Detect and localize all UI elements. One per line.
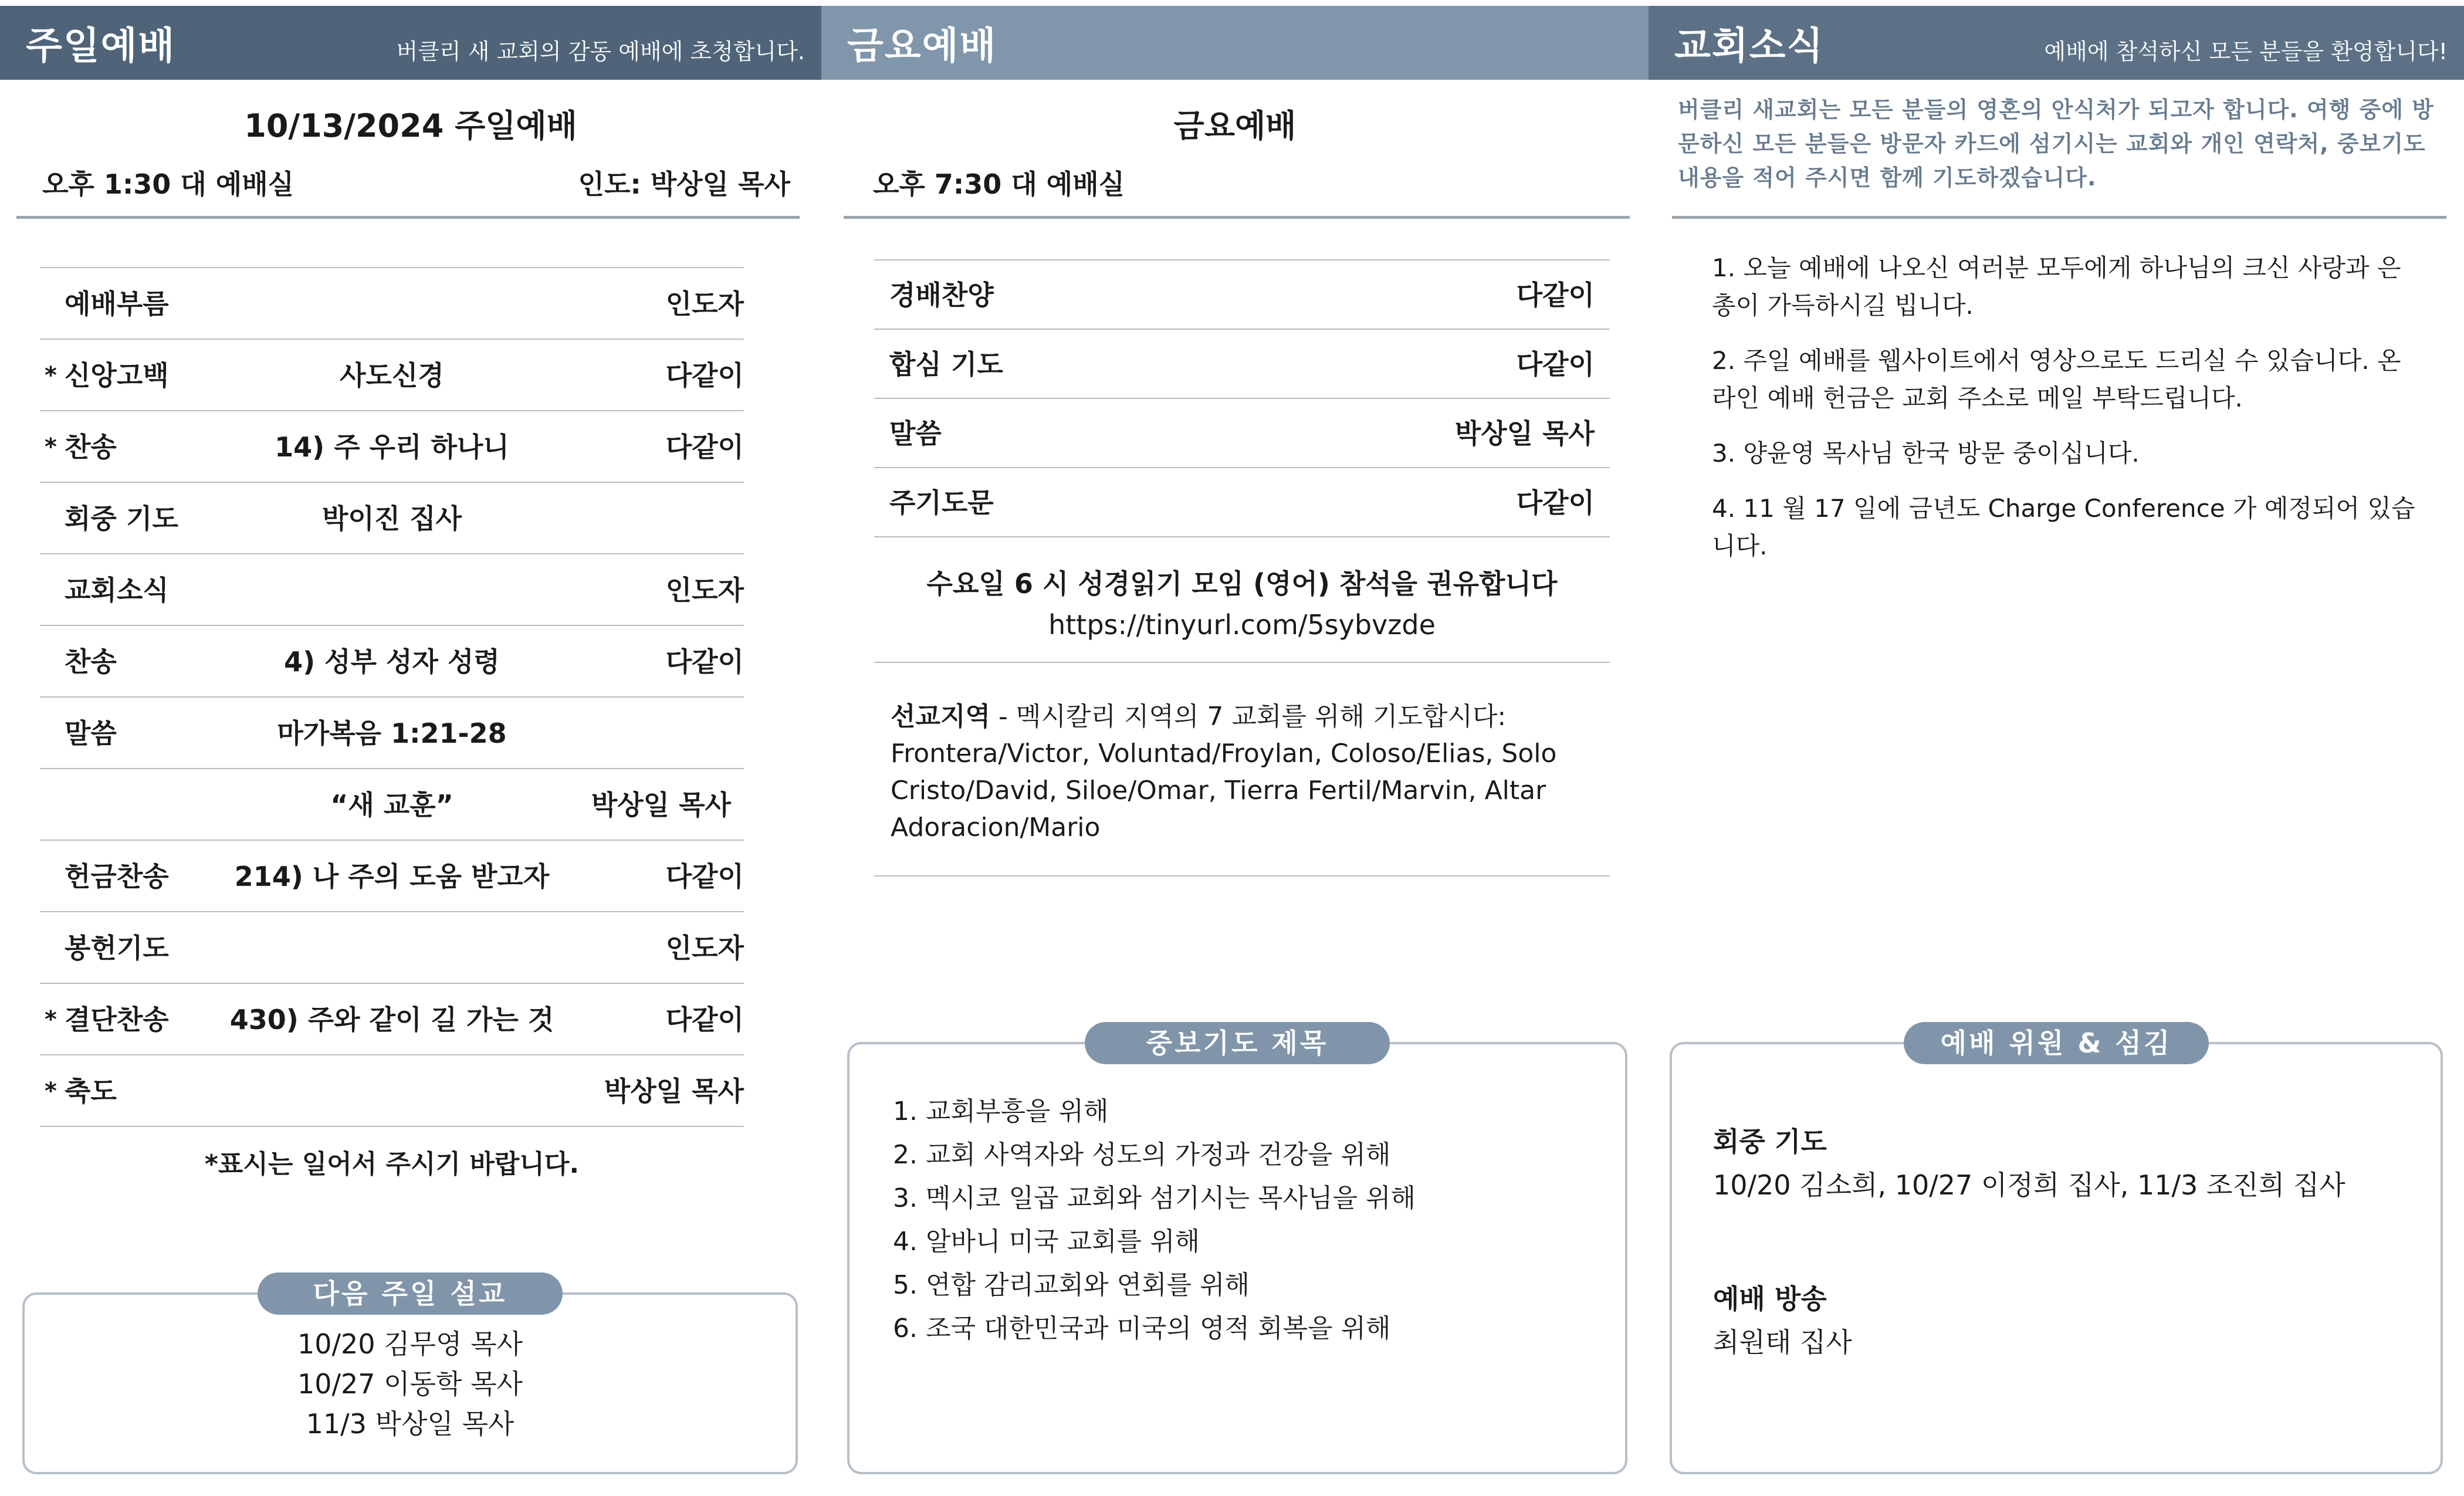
news-divider [1672,216,2446,219]
order-item-detail: 14) 주 우리 하나니 [275,431,509,463]
next-sermon-item: 10/20 김무영 목사 [297,1328,523,1360]
standing-mark: * [45,1006,57,1033]
order-item-detail: 214) 나 주의 도움 받고자 [234,861,550,892]
order-item-label: 봉헌기도 [65,932,169,964]
welcome-message: 버클리 새교회는 모든 분들의 영혼의 안식처가 되고자 합니다. 여행 중에 방문하신 모든 분들은 방문자 카드에 섬기시는 교회와 개인 연락처, 중보기도 내용을 적어 주시면 함께 기도하겠습니다. [1678,97,2434,191]
friday-item-leader: 다같이 [1516,279,1595,311]
order-item-label: 찬송 [65,431,117,463]
order-item-leader: 인도자 [665,932,744,964]
bible-study-link[interactable]: https://tinyurl.com/5sybvzde [1048,609,1436,641]
order-item-detail: “새 교훈” [330,789,453,821]
news-header-subtitle: 예배에 참석하신 모든 분들을 환영합니다! [2044,38,2448,65]
sunday-panel [0,0,821,1496]
friday-time-place [873,163,1125,202]
prayer-item: 1. 교회부흥을 위해 [893,1096,1109,1126]
order-item-leader: 다같이 [665,646,744,678]
roles-box [1670,1027,2443,1474]
prayer-item: 5. 연합 감리교회와 연회를 위해 [893,1270,1250,1300]
order-row [40,912,744,984]
order-item-leader: 인도자 [665,574,744,606]
order-item-detail: 4) 성부 성자 성령 [284,646,500,678]
friday-item-label: 경배찬양 [889,279,994,311]
order-row [40,841,744,912]
friday-item-label: 말씀 [889,418,942,449]
order-item-label: 결단찬송 [65,1004,169,1035]
role-group [1713,1121,2345,1203]
sunday-order-of-worship [40,267,744,1127]
friday-order-row [874,468,1610,537]
sunday-leader: 인도: 박상일 목사 [578,168,790,200]
order-item-label: 축도 [65,1075,117,1107]
order-item-detail: 430) 주와 같이 길 가는 것 [229,1004,554,1035]
roles-list [1713,1121,2345,1360]
news-list [1712,249,2416,583]
next-sermons-title: 다음 주일 설교 [258,1272,563,1315]
mission-divider [874,875,1610,876]
order-row [40,411,744,483]
role-value: 최원태 집사 [1713,1326,1852,1358]
prayer-item: 3. 멕시코 일곱 교회와 섬기시는 목사님을 위해 [893,1183,1416,1213]
role-group [1713,1278,2345,1360]
sunday-service-meta [42,163,790,202]
standing-note: *표시는 일어서 주시기 바랍니다. [204,1149,580,1179]
friday-header [821,6,1649,80]
news-header [1649,6,2464,80]
friday-item-leader: 다같이 [1516,487,1595,519]
mission-label: 선교지역 [891,702,991,732]
friday-order-of-worship [874,259,1610,537]
news-item: 2. 주일 예배를 웹사이트에서 영상으로도 드리실 수 있습니다. 온라인 예배 헌금은 교회 주소로 메일 부탁드립니다. [1712,346,2401,412]
mission-region [891,698,1595,846]
order-item-leader: 박상일 목사 [591,789,731,821]
friday-header-title: 금요예배 [847,25,997,68]
friday-item-label: 주기도문 [889,487,994,519]
order-item-detail: 마가복음 1:21-28 [277,717,507,749]
order-item-label: 말씀 [65,717,117,749]
next-sermons-box [22,1278,798,1474]
next-sermons-list [25,1324,796,1444]
mission-text: - 멕시칼리 지역의 7 교회를 위해 기도합시다: Frontera/Victor, Voluntad/Froylan, Coloso/Elias, Solo Cristo/David, Siloe/Omar, Tierra Fertil/Marvin, Altar Adoracion/Mario [891,702,1557,842]
role-label: 회중 기도 [1713,1126,1827,1157]
friday-item-label: 합심 기도 [889,348,1003,380]
bible-study-text: 수요일 6 시 성경읽기 모임 (영어) 참석을 권유합니다 [926,568,1558,600]
news-item: 4. 11 월 17 일에 금년도 Charge Conference 가 예정되어 있습니다. [1712,494,2415,560]
order-item-label: 회중 기도 [65,503,178,534]
order-item-leader: 다같이 [665,360,744,391]
order-item-label: 헌금찬송 [65,861,169,892]
prayer-title: 중보기도 제목 [1085,1022,1390,1064]
role-value: 10/20 김소희, 10/27 이정희 집사, 11/3 조진희 집사 [1713,1169,2345,1201]
friday-item-leader: 박상일 목사 [1454,418,1595,449]
next-sermon-item: 10/27 이동학 목사 [297,1368,523,1400]
order-row [40,483,744,554]
bible-divider [874,662,1610,663]
friday-divider [844,216,1630,219]
order-row [40,626,744,698]
role-label: 예배 방송 [1713,1283,1827,1315]
standing-mark: * [45,434,57,461]
friday-order-row [874,399,1610,468]
sunday-header [0,6,821,80]
friday-time-place-text: 오후 7:30 대 예배실 [873,168,1125,200]
friday-order-row [874,330,1610,399]
roles-title: 예배 위원 & 섬김 [1904,1022,2209,1064]
news-item: 3. 양윤영 목사님 한국 방문 중이십니다. [1712,439,2140,468]
sunday-service-title: 10/13/2024 주일예배 [244,107,577,144]
order-row [40,268,744,340]
order-item-label: 신앙고백 [65,360,169,391]
order-item-label: 찬송 [65,646,117,678]
order-item-leader: 다같이 [665,1004,744,1035]
news-header-title: 교회소식 [1674,25,1825,68]
order-row [40,769,744,841]
friday-service-title: 금요예배 [1173,107,1297,144]
order-item-leader: 다같이 [665,431,744,463]
order-row [40,698,744,769]
sunday-divider [16,216,800,219]
prayer-item: 4. 알바니 미국 교회를 위해 [893,1227,1200,1257]
friday-order-row [874,260,1610,330]
order-item-leader: 박상일 목사 [604,1075,744,1107]
sunday-header-title: 주일예배 [26,25,176,68]
friday-panel [821,0,1649,1496]
next-sermon-item: 11/3 박상일 목사 [306,1408,515,1440]
order-row [40,340,744,411]
friday-item-leader: 다같이 [1516,348,1595,380]
order-item-label: 예배부름 [65,288,169,320]
standing-mark: * [45,362,57,389]
order-row [40,554,744,626]
order-item-detail: 사도신경 [340,360,444,391]
prayer-list [893,1090,1416,1351]
order-item-label: 교회소식 [65,574,169,606]
news-panel [1649,0,2464,1496]
news-item: 1. 오늘 예배에 나오신 여러분 모두에게 하나님의 크신 사랑과 은총이 가득하시길 빕니다. [1712,253,2401,320]
order-item-detail: 박이진 집사 [321,503,462,534]
order-item-leader: 다같이 [665,861,744,892]
sunday-time-place: 오후 1:30 대 예배실 [42,168,295,200]
bible-study-info [874,563,1610,645]
prayer-item: 2. 교회 사역자와 성도의 가정과 건강을 위해 [893,1140,1391,1170]
order-item-leader: 인도자 [665,288,744,320]
order-row [40,1055,744,1127]
sunday-header-subtitle: 버클리 새 교회의 감동 예배에 초청합니다. [396,38,805,65]
prayer-box [847,1027,1627,1474]
order-row [40,984,744,1055]
prayer-item: 6. 조국 대한민국과 미국의 영적 회복을 위해 [893,1314,1391,1343]
standing-mark: * [45,1078,57,1105]
